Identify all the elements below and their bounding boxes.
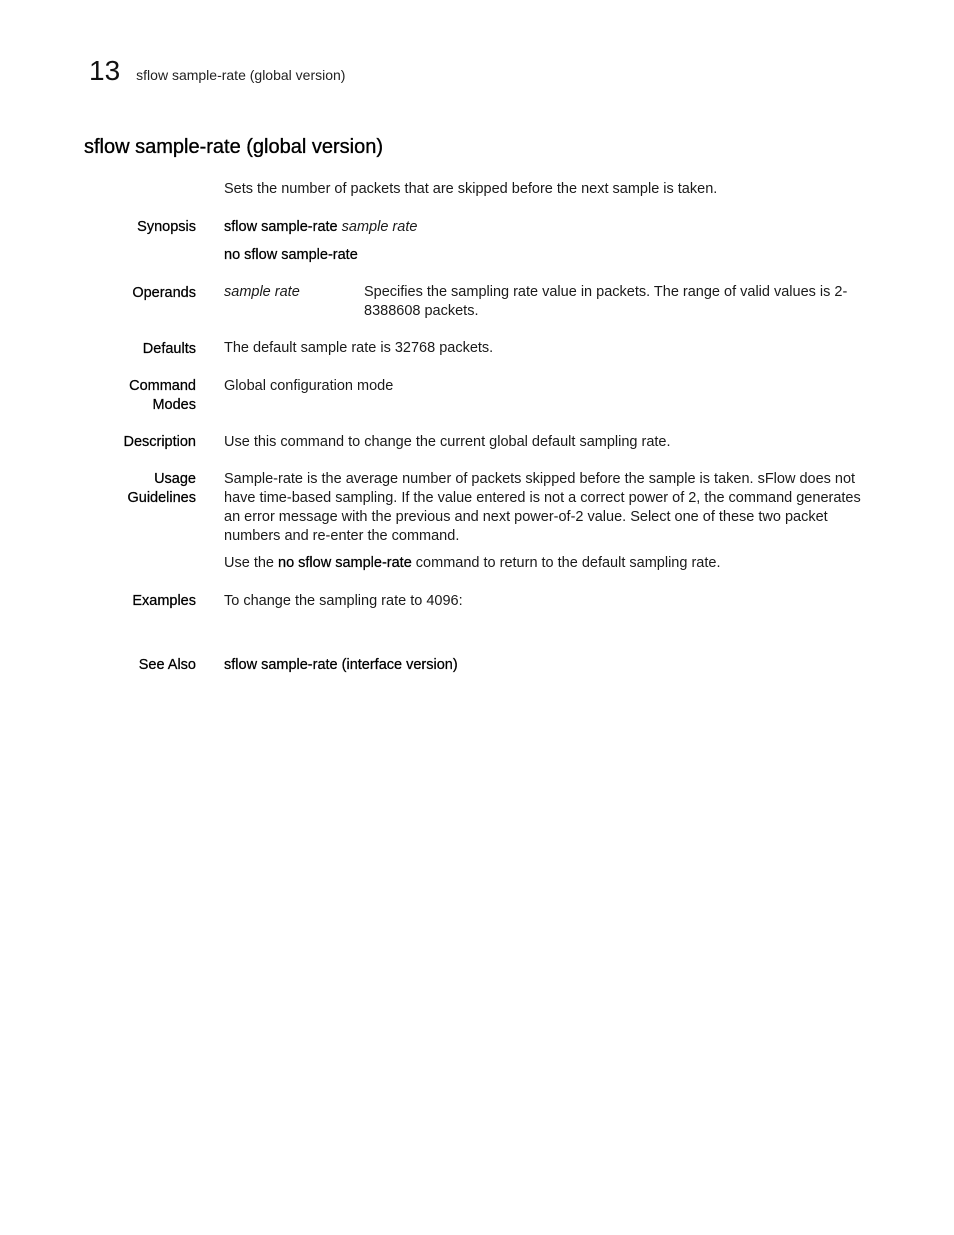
command-modes-text: Global configuration mode (224, 378, 394, 394)
command-modes-label (46, 377, 196, 415)
command-modes-label-line-2: Modes (152, 397, 196, 413)
usage-p2-before: Use the (224, 555, 278, 571)
see-also-label: See Also (138, 657, 196, 673)
synopsis-line-2: no sflow sample-rate (224, 247, 358, 263)
operand-description: Specifies the sampling rate value in packets. The range of valid values is 2-8388608 packets. (364, 284, 848, 319)
synopsis-line-1 (224, 218, 884, 237)
page-title: sflow sample-rate (global version) (84, 136, 384, 158)
usage-paragraph-2 (224, 554, 884, 573)
running-header (89, 56, 345, 86)
command-modes-label-line-1: Command (129, 378, 196, 394)
synopsis-command: sflow sample-rate (224, 219, 338, 235)
synopsis-param: sample rate (341, 219, 418, 235)
description-text: Use this command to change the current global default sampling rate. (224, 434, 671, 450)
usage-label-line-1: Usage (154, 471, 196, 487)
see-also-link[interactable]: sflow sample-rate (interface version) (224, 657, 458, 673)
running-header-title: sflow sample-rate (global version) (136, 67, 346, 83)
intro-text: Sets the number of packets that are skipped before the next sample is taken. (224, 181, 718, 197)
chapter-number: 13 (89, 55, 121, 86)
usage-guidelines-label (46, 470, 196, 508)
defaults-label: Defaults (142, 341, 196, 357)
description-label: Description (123, 434, 196, 450)
synopsis-label: Synopsis (137, 219, 196, 235)
operands-label: Operands (132, 285, 196, 301)
examples-text: To change the sampling rate to 4096: (224, 593, 463, 609)
usage-p2-command: no sflow sample-rate (278, 555, 412, 571)
operand-name: sample rate (224, 284, 300, 300)
examples-label: Examples (132, 593, 196, 609)
usage-paragraph: Sample-rate is the average number of packets skipped before the sample is taken. sFlow does not have time-based sampling. If the value entered is not a correct power of 2, the command generates an error message with the previous and next power-of-2 value. Select one of these two packet numbers and re-enter the command. (224, 471, 861, 544)
defaults-text: The default sample rate is 32768 packets. (224, 340, 494, 356)
usage-label-line-2: Guidelines (127, 490, 196, 506)
usage-p2-after: command to return to the default sampling rate. (411, 555, 721, 571)
